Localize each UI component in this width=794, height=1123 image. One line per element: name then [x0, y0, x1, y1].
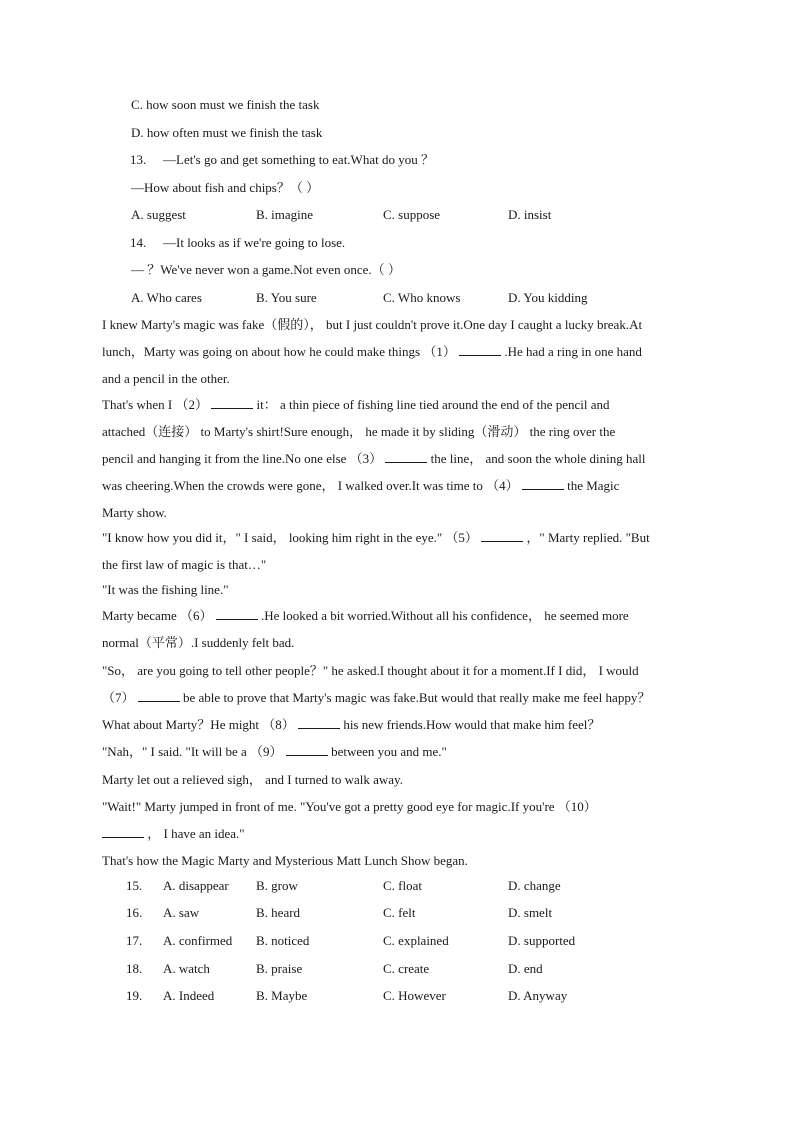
q13-option-a: A. suggest: [131, 207, 186, 222]
blank-2: [211, 396, 253, 409]
q13-number: 13.: [130, 152, 147, 167]
blank-9: [286, 743, 328, 756]
q15-option-c: C. float: [383, 878, 422, 893]
passage-line: the first law of magic is that…": [102, 557, 267, 572]
q14-line2: — ？We've never won a game.Not even once.（ ）: [131, 262, 401, 277]
q18-option-c: C. create: [383, 961, 430, 976]
q12-option-c: C. how soon must we finish the task: [131, 97, 320, 112]
passage-line: ， I have an idea.": [102, 825, 245, 843]
q16-number: 16.: [126, 905, 143, 920]
passage-line: "Nah，" I said. "It will be a （9） between you and me.": [102, 744, 447, 759]
blank-4: [522, 477, 564, 490]
passage-line: I knew Marty's magic was fake（假的）， but I just couldn't prove it.One day I caught a lucky break.At: [102, 317, 643, 332]
q15-option-a: A. disappear: [163, 878, 229, 893]
q14-option-b: B. You sure: [256, 290, 317, 305]
q14-option-a: A. Who cares: [131, 290, 202, 305]
q17-option-c: C. explained: [383, 933, 449, 948]
passage-line: Marty show.: [102, 505, 167, 520]
q14-line1: —It looks as if we're going to lose.: [163, 235, 346, 250]
q18-option-b: B. praise: [256, 961, 303, 976]
q17-option-d: D. supported: [508, 933, 576, 948]
blank-3: [385, 450, 427, 463]
passage-line: normal（平常）.I suddenly felt bad.: [102, 635, 295, 650]
q13-line1: —Let's go and get something to eat.What do you ？: [163, 152, 434, 167]
passage-line: Marty let out a relieved sigh， and I turned to walk away.: [102, 772, 403, 787]
q19-option-a: A. Indeed: [163, 988, 215, 1003]
q19-option-d: D. Anyway: [508, 988, 568, 1003]
q13-line2: —How about fish and chips？（ ）: [131, 180, 320, 195]
passage-line: "So， are you going to tell other people？" he asked.I thought about it for a moment.If I did， I would: [102, 663, 639, 678]
q12-option-d: D. how often must we finish the task: [131, 125, 323, 140]
q19-option-c: C. However: [383, 988, 446, 1003]
passage-line: "I know how you did it，" I said， looking him right in the eye." （5） ，" Marty replied. "But: [102, 530, 650, 545]
q13-option-d: D. insist: [508, 207, 552, 222]
q15-option-d: D. change: [508, 878, 561, 893]
blank-8: [298, 716, 340, 729]
passage-line: and a pencil in the other.: [102, 371, 230, 386]
q13-option-c: C. suppose: [383, 207, 441, 222]
passage-line: was cheering.When the crowds were gone， I walked over.It was time to （4） the Magic: [102, 478, 620, 493]
q18-option-d: D. end: [508, 961, 543, 976]
blank-5: [481, 529, 523, 542]
passage-line: That's when I （2） it： a thin piece of fishing line tied around the end of the pencil and: [102, 397, 610, 412]
passage-line: （7） be able to prove that Marty's magic was fake.But would that really make me feel happy？: [102, 690, 651, 705]
q18-number: 18.: [126, 961, 143, 976]
q18-option-a: A. watch: [163, 961, 210, 976]
q14-option-c: C. Who knows: [383, 290, 461, 305]
passage-line: "Wait!" Marty jumped in front of me. "You've got a pretty good eye for magic.If you're （10）: [102, 799, 597, 814]
passage-line: What about Marty？He might （8） his new friends.How would that make him feel？: [102, 717, 601, 732]
q13-option-b: B. imagine: [256, 207, 314, 222]
passage-line: "It was the fishing line.": [102, 582, 229, 597]
q19-number: 19.: [126, 988, 143, 1003]
passage-line: That's how the Magic Marty and Mysterious Matt Lunch Show began.: [102, 853, 468, 868]
q16-option-b: B. heard: [256, 905, 301, 920]
q19-option-b: B. Maybe: [256, 988, 308, 1003]
q16-option-d: D. smelt: [508, 905, 553, 920]
q17-number: 17.: [126, 933, 143, 948]
q17-option-b: B. noticed: [256, 933, 310, 948]
q15-option-b: B. grow: [256, 878, 298, 893]
q16-option-c: C. felt: [383, 905, 416, 920]
passage-line: Marty became （6） .He looked a bit worried.Without all his confidence， he seemed more: [102, 608, 629, 623]
q16-option-a: A. saw: [163, 905, 200, 920]
blank-7: [138, 689, 180, 702]
blank-6: [216, 607, 258, 620]
blank-10: [102, 825, 144, 838]
passage-line: lunch，Marty was going on about how he could make things （1） .He had a ring in one hand: [102, 344, 642, 359]
blank-1: [459, 343, 501, 356]
q14-number: 14.: [130, 235, 147, 250]
passage-line: attached（连接） to Marty's shirt!Sure enough， he made it by sliding（滑动） the ring over the: [102, 424, 616, 439]
q14-option-d: D. You kidding: [508, 290, 588, 305]
q17-option-a: A. confirmed: [163, 933, 233, 948]
passage-line: pencil and hanging it from the line.No one else （3） the line， and soon the whole dining hall: [102, 451, 646, 466]
q15-number: 15.: [126, 878, 143, 893]
